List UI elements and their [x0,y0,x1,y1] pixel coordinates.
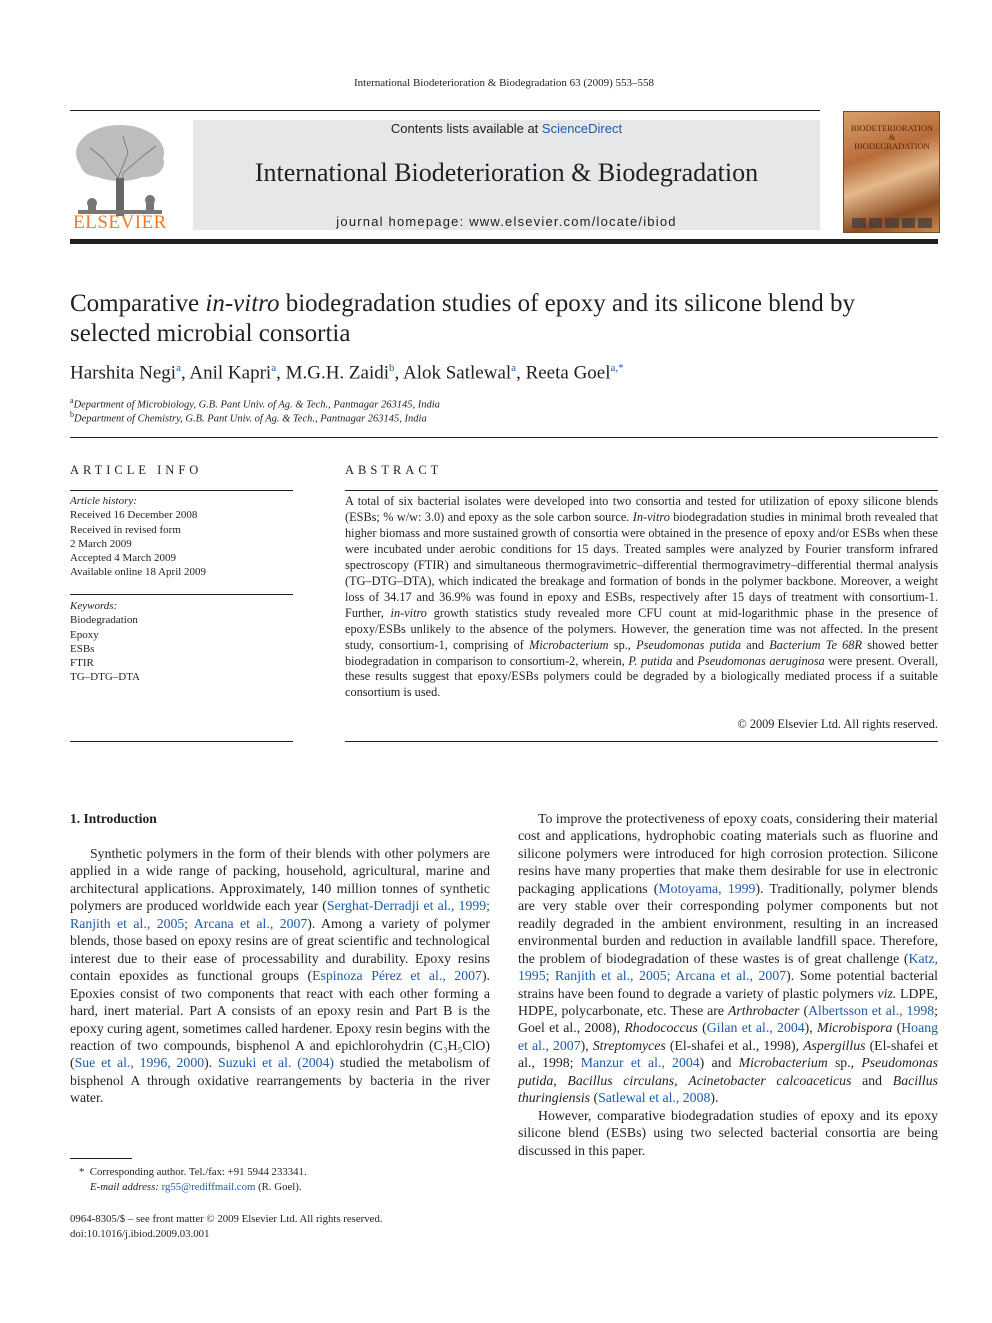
body-column-right [518,810,938,1159]
text-run: , [553,1072,568,1088]
cover-title: BIODETERIORATION & BIODEGRADATION [850,123,934,151]
italic-term: viz. [877,985,897,1001]
text-run: sp., [827,1055,862,1071]
italic-term: Rhodococcus [624,1020,698,1036]
history-item: Accepted 4 March 2009 [70,552,176,565]
text-run: ). Some potential bacterial strains have been found to degrade a variety of plastic polymers [518,968,938,1001]
journal-cover-image[interactable] [843,111,940,233]
text-run: , [674,1072,689,1088]
text-run: ). Epoxies consist of two components that react with each other forming a hard, inert material. Part A consists of an epoxy resin and Part B is the epoxy curing agent, sometimes called hardener. Epoxy resin begins with the reaction of two compounds, bisphenol A and epichlorohydrin (C₃H₅ClO) ( [70,968,490,1071]
paragraph: However, comparative biodegradation studies of epoxy and its epoxy silicone blend (ESBs) using two selected bacterial consortia are being discussed in this paper. [518,1107,938,1158]
divider [70,490,293,491]
text-run: ( [892,1020,902,1036]
history-item: Available online 18 April 2009 [70,566,207,579]
header-rule [70,110,820,111]
paragraph [518,810,938,1107]
affiliation: $^a$Department of Microbiology, G.B. Pant Univ. of Ag. & Tech., Pantnagar 263145, India [70,396,440,411]
abstract-text: A total of six bacterial isolates were developed into two consortia and tested for utilization of epoxy silicone blends (ESBs; % w/w: 3.0) and epoxy as the sole carbon source. In-vitro biodegradation studies in minimal broth revealed that higher biomass and more sustained growth of consortia were obtained in the presence of epoxy and/or ESBs when these were incubated under aerobic conditions for 15 days. Treated samples were analyzed by Fourier transform infrared spectroscopy (FTIR) and simultaneous thermogravimetric–differential thermogravimetry–differential thermal analysis (TG–DTG–DTA), which indicated the breakage and formation of bonds in the polymer backbone. Moreover, a weight loss of 34.17 and 36.9% was found in epoxy and ESBs, respectively after 15 days of treatment with consortium-1. Further, in-vitro growth statistics study revealed more CFU count at mid-logarithmic phase in the presence of epoxy/ESBs unlikely to the absence of the polymers. However, the generation time was not affected. In the present study, consortium-1, comprising of Microbacterium sp., Pseudomonas putida and Bacterium Te 68R showed better biodegradation in comparison to consortium-2, wherein, P. putida and Pseudomonas aeruginosa were present. Overall, these results suggest that epoxy/ESBs polymers could be degraded by a biologically mediated process if a suitable consortium is used. [345,494,938,700]
history-item: 2 March 2009 [70,537,132,550]
italic-term: Microbispora [816,1020,893,1036]
author[interactable]: Harshita Negi [70,362,177,384]
footnote [70,1165,490,1195]
history-item: Received 16 December 2008 [70,509,198,522]
citation-link[interactable]: Motoyama, 1999 [658,880,756,896]
italic-term: Acinetobacter calcoaceticus [688,1072,852,1088]
text-run: (El-shafei et al., 1998), [665,1037,804,1053]
divider [345,741,938,742]
author-list: Harshita Negi$^a$, Anil Kapri$^a$, M.G.H. Zaidi$^b$, Alok Satlewal$^a$, Reeta Goel$^{a,*}$ [70,362,624,384]
contents-prefix: Contents lists available at [390,121,542,136]
text-run: ( [590,1090,599,1106]
italic-term: Pseudomonas putida [518,1055,938,1088]
citation-link[interactable]: Espinoza Pérez et al., 2007 [312,968,482,984]
keywords-label: Keywords: [70,600,118,612]
divider [345,490,938,491]
journal-citation: International Biodeterioration & Biodegradation 63 (2009) 553–558 [354,77,654,89]
text-run: ) and [699,1055,739,1071]
text-run: ). Among a variety of polymer blends, those based on epoxy resins are of great scientific and technological interest due to their ease of processability and durability. Epoxy resins contain epoxides as functional groups ( [70,915,490,984]
paragraph [70,845,490,1107]
contents-line [193,121,820,136]
italic-term: Aspergillus [803,1037,866,1053]
text-run: To improve the protectiveness of epoxy coats, considering their material cost and applications, hydrophobic coating materials such as fluorine and silicone polymers were introduced for high corrosion protection. Silicone resins have many properties that make them desirable for use in electronic packaging applications ( [518,811,938,896]
citation-link[interactable]: Hoang et al., 2007 [518,1020,939,1053]
issn: 0964-8305/$ – see front matter © 2009 Elsevier Ltd. All rights reserved. [70,1213,383,1225]
keywords [70,599,293,685]
corresponding-author: * Corresponding author. Tel./fax: +91 5944 233341. [79,1166,307,1178]
citation-link[interactable]: Albertsson et al., 1998 [808,1002,935,1018]
journal-homepage[interactable]: journal homepage: www.elsevier.com/locate/ibiod [336,214,677,229]
elsevier-logo[interactable] [68,118,172,234]
article-history [70,494,293,580]
text-run: (El-shafei et al., 1998; [518,1037,939,1071]
text-run: ). Traditionally, polymer blends are very stable over their corresponding polymer components but not readily degraded in the ambient environment, resulting in an increased environmental burden and reduction in available landfill space. Therefore, the problem of biodegradation of these wastes is of great challenge ( [518,880,938,966]
citation-link[interactable]: Suzuki et al. (2004) [218,1055,335,1071]
citation-link[interactable]: Satlewal et al., 2008 [598,1090,711,1106]
divider [70,741,293,742]
citation-link[interactable]: Sue et al., 1996, 2000 [74,1055,205,1071]
body-column-left [70,845,490,1107]
header-thick-rule [70,239,938,244]
citation-link[interactable]: Katz, 1995; Ranjith et al., 2005; Arcana et al., 2007 [518,950,938,984]
text-run: Synthetic polymers in the form of their blends with other polymers are applied in a wide range of packing, household, agricultural, marine and architectural applications. Approximately, 140 million tonnes of synthetic polymers are produced worldwide each year ( [70,846,490,914]
text-run: and [851,1072,893,1088]
citation-link[interactable]: Serghat-Derradji et al., 1999; Ranjith et al., 2005; Arcana et al., 2007 [70,898,490,931]
journal-name: International Biodeterioration & Biodegradation [254,158,759,187]
text-run: LDPE, HDPE, polycarbonate, etc. These are [518,985,938,1018]
author[interactable]: Anil Kapri [189,362,272,384]
citation-link[interactable]: Gilan et al., 2004 [706,1020,805,1036]
cover-thumbnails [852,218,932,228]
sciencedirect-link[interactable]: ScienceDirect [541,121,623,136]
article-title: Comparative in-vitro biodegradation studies of epoxy and its silicone blend by selected microbial consortia [70,290,856,347]
italic-term: Arthrobacter [727,1002,800,1018]
author[interactable]: Reeta Goel [525,362,611,384]
keyword: Epoxy [70,628,99,641]
text-run: studied the metabolism of bisphenol A through oxidative rearrangements by bacteria in the river water. [70,1055,490,1106]
divider [70,437,938,438]
italic-term: Bacillus circulans [567,1072,675,1088]
keyword: TG–DTG–DTA [70,671,140,684]
italic-term: Microbacterium [738,1055,828,1071]
citation-link[interactable]: Manzur et al., 2004 [580,1055,700,1071]
section-heading: 1. Introduction [70,811,157,826]
text-run: ( [697,1020,707,1036]
email-link[interactable]: rg55@rediffmail.com [161,1181,256,1193]
author[interactable]: Alok Satlewal [402,362,512,384]
divider [70,594,293,595]
abstract-heading: ABSTRACT [345,463,443,477]
text-run: ; Goel et al., 2008), [518,1002,938,1036]
author[interactable]: M.G.H. Zaidi [285,362,390,384]
keyword: Biodegradation [70,614,138,627]
keyword: FTIR [70,657,94,670]
history-item: Received in revised form [70,523,181,536]
keyword: ESBs [70,642,95,655]
text-run: ), [580,1037,593,1053]
doi-link[interactable]: doi:10.1016/j.ibiod.2009.03.001 [70,1228,210,1240]
history-label: Article history: [70,495,137,507]
article-info-heading: ARTICLE INFO [70,463,203,477]
footnote-rule [70,1158,132,1159]
text-run: ). [710,1090,719,1106]
text-run: ( [799,1002,809,1018]
italic-term: Bacillus thuringiensis [518,1072,938,1106]
abstract-copyright: © 2009 Elsevier Ltd. All rights reserved. [737,717,938,731]
journal-banner [193,120,820,230]
front-matter [70,1212,490,1242]
elsevier-wordmark: ELSEVIER [73,212,167,233]
text-run: ), [804,1020,817,1036]
affiliation: $^b$Department of Chemistry, G.B. Pant Univ. of Ag. & Tech., Pantnagar 263145, India [70,410,427,425]
email-line: E-mail address: rg55@rediffmail.com (R. Goel). [90,1181,302,1193]
italic-term: Streptomyces [592,1037,666,1053]
text-run: ). [204,1055,219,1071]
